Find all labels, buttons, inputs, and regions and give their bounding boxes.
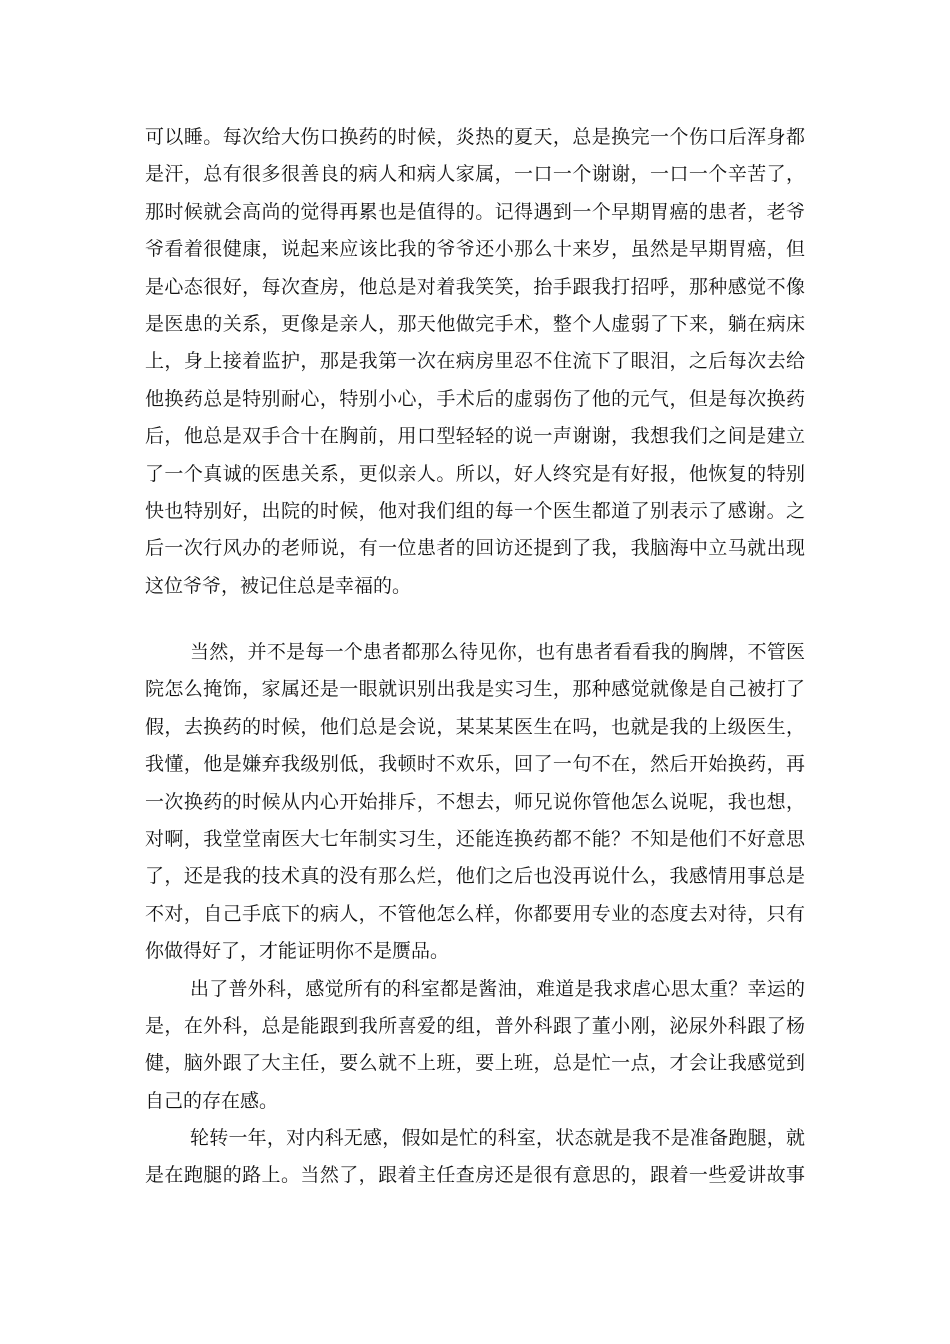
text-line: 上，身上接着监护，那是我第一次在病房里忍不住流下了眼泪，之后每次去给: [145, 350, 805, 373]
text-line: 可以睡。每次给大伤口换药的时候，炎热的夏天，总是换完一个伤口后浑身都: [145, 126, 805, 148]
text-block-lower: [145, 634, 805, 1195]
text-line: 快也特别好，出院的时候，他对我们组的每一个医生都道了别表示了感谢。之: [145, 499, 805, 522]
text-line: 了，还是我的技术真的没有那么烂，他们之后也没再说什么，我感情用事总是: [145, 865, 805, 888]
text-line: 后一次行风办的老师说，有一位患者的回访还提到了我，我脑海中立马就出现: [145, 537, 805, 560]
text-line: 一次换药的时候从内心开始排斥，不想去，师兄说你管他怎么说呢，我也想，: [145, 790, 805, 813]
text-block-upper: [145, 119, 805, 605]
text-line: 后，他总是双手合十在胸前，用口型轻轻的说一声谢谢，我想我们之间是建立: [145, 425, 805, 448]
text-line: 爷看着很健康，说起来应该比我的爷爷还小那么十来岁，虽然是早期胃癌，但: [145, 238, 805, 261]
text-line: 轮转一年，对内科无感，假如是忙的科室，状态就是我不是准备跑腿，就: [190, 1127, 805, 1150]
text-line: 了一个真诚的医患关系，更似亲人。所以，好人终究是有好报，他恢复的特别: [145, 462, 805, 485]
paragraph-1: [145, 119, 805, 605]
text-line: 是医患的关系，更像是亲人，那天他做完手术，整个人虚弱了下来，躺在病床: [145, 312, 805, 335]
text-line: 当然，并不是每一个患者都那么待见你，也有患者看看我的胸牌，不管医: [190, 641, 805, 663]
text-line: 假，去换药的时候，他们总是会说，某某某医生在吗，也就是我的上级医生，: [145, 715, 805, 738]
text-line: 不对，自己手底下的病人，不管他怎么样，你都要用专业的态度去对待，只有: [145, 902, 805, 925]
text-line: 对啊，我堂堂南医大七年制实习生，还能连换药都不能？不知是他们不好意思: [145, 827, 805, 850]
text-line: 自己的存在感。: [145, 1089, 279, 1112]
text-line: 你做得好了，才能证明你不是赝品。: [145, 940, 450, 963]
text-line: 健，脑外跟了大主任，要么就不上班，要上班，总是忙一点，才会让我感觉到: [145, 1052, 805, 1075]
text-line: 是，在外科，总是能跟到我所喜爱的组，普外科跟了董小刚，泌尿外科跟了杨: [145, 1014, 805, 1037]
paragraph-4: [145, 1120, 805, 1195]
text-line: 那时候就会高尚的觉得再累也是值得的。记得遇到一个早期胃癌的患者，老爷: [145, 200, 805, 223]
text-line: 出了普外科，感觉所有的科室都是酱油，难道是我求虐心思太重？幸运的: [190, 977, 805, 1000]
text-line: 是心态很好，每次查房，他总是对着我笑笑，抬手跟我打招呼，那种感觉不像: [145, 275, 805, 298]
text-line: 院怎么掩饰，家属还是一眼就识别出我是实习生，那种感觉就像是自己被打了: [145, 678, 805, 701]
text-line: 这位爷爷，被记住总是幸福的。: [145, 574, 412, 597]
text-line: 他换药总是特别耐心，特别小心，手术后的虚弱伤了他的元气，但是每次换药: [145, 387, 805, 410]
text-line: 是汗，总有很多很善良的病人和病人家属，一口一个谢谢，一口一个辛苦了，: [145, 163, 805, 186]
text-line: 我懂，他是嫌弃我级别低，我顿时不欢乐，回了一句不在，然后开始换药，再: [145, 753, 805, 776]
text-line: 是在跑腿的路上。当然了，跟着主任查房还是很有意思的，跟着一些爱讲故事: [145, 1164, 805, 1187]
paragraph-3: [145, 971, 805, 1121]
paragraph-2: [145, 634, 805, 971]
